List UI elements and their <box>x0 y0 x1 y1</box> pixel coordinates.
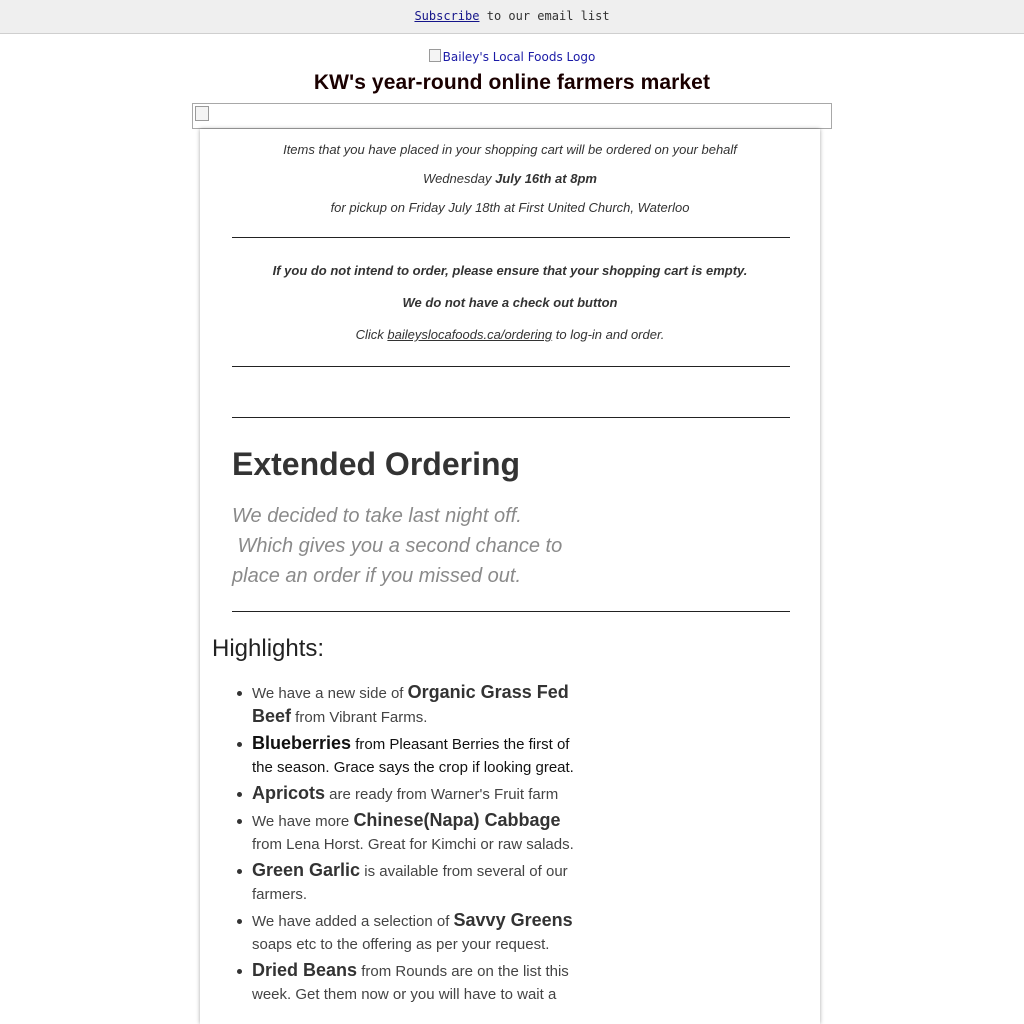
list-item: Dried Beans from Rounds are on the list this week. Get them now or you will have to wait a <box>252 959 582 1006</box>
ordering-link[interactable]: baileyslocafoods.ca/ordering <box>387 327 553 342</box>
broken-image-icon <box>195 106 209 121</box>
logo-alt-text: Bailey's Local Foods Logo <box>442 50 596 64</box>
empty-cart-warning: If you do not intend to order, please ensure that your shopping cart is empty. <box>272 263 748 278</box>
divider <box>232 611 790 612</box>
page-tagline: KW's year-round online farmers market <box>313 71 711 94</box>
divider <box>232 237 790 238</box>
subscribe-suffix: to our email list <box>486 9 610 23</box>
list-item: We have added a selection of Savvy Greens soaps etc to the offering as per your request. <box>252 909 582 956</box>
subscribe-bar <box>0 0 1024 34</box>
divider <box>232 366 790 367</box>
order-notice-line2 <box>200 171 820 186</box>
list-item: Apricots are ready from Warner's Fruit farm <box>252 782 582 806</box>
highlights-title: Highlights: <box>212 635 325 662</box>
list-item: We have a new side of Organic Grass Fed Beef from Vibrant Farms. <box>252 681 582 729</box>
subscribe-link[interactable]: Subscribe <box>414 9 480 23</box>
order-deadline: July 16th at 8pm <box>495 171 597 186</box>
banner-image <box>192 103 832 129</box>
section-title: Extended Ordering <box>232 446 521 482</box>
ordering-instruction: Click baileyslocafoods.ca/ordering to log-in and order. <box>355 327 665 342</box>
list-item: Blueberries from Pleasant Berries the first of the season. Grace says the crop if looking great. <box>252 732 582 779</box>
list-item: Green Garlic is available from several of our farmers. <box>252 859 582 906</box>
newsletter-body <box>200 129 820 1024</box>
order-day: Wednesday <box>423 171 492 186</box>
order-notice-line3: for pickup on Friday July 18th at First United Church, Waterloo <box>330 200 690 215</box>
section-intro: We decided to take last night off. Which gives you a second chance to place an order if you missed out. <box>232 505 563 587</box>
list-item: We have more Chinese(Napa) Cabbage from Lena Horst. Great for Kimchi or raw salads. <box>252 809 582 856</box>
divider <box>232 417 790 418</box>
highlights-list <box>252 681 582 1009</box>
broken-image-icon <box>429 49 441 62</box>
no-checkout-warning: We do not have a check out button <box>402 295 618 310</box>
logo[interactable] <box>0 49 1024 64</box>
order-notice-line1: Items that you have placed in your shopping cart will be ordered on your behalf <box>283 142 737 157</box>
